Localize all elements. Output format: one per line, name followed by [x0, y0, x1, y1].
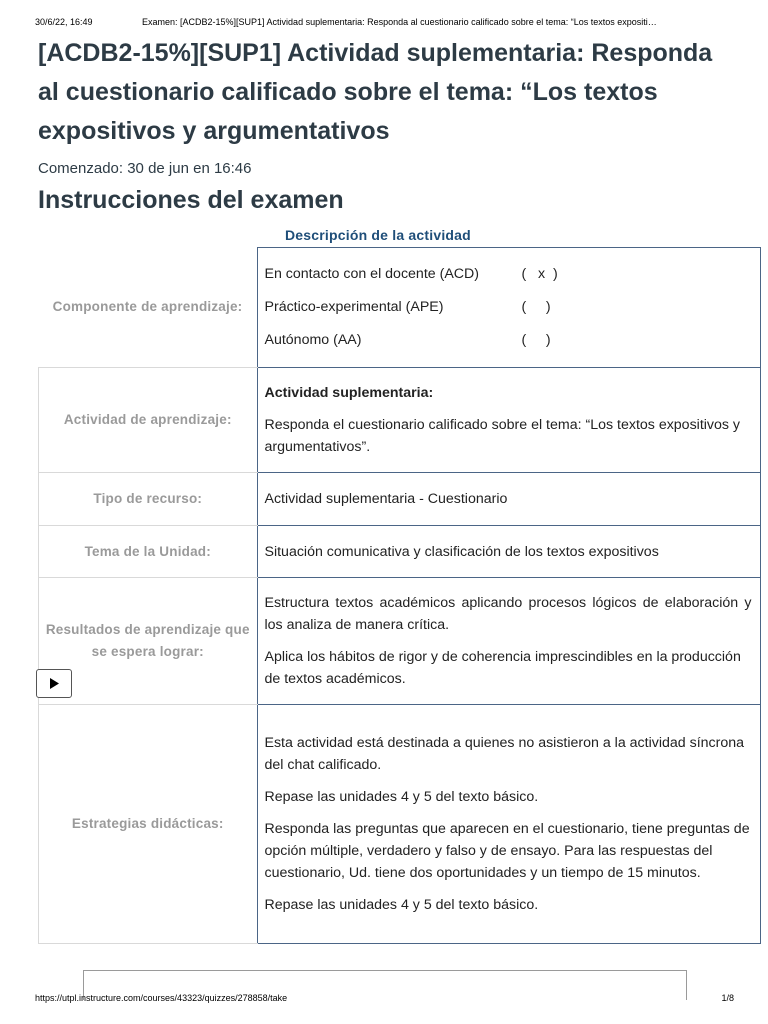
table-caption: Descripción de la actividad	[285, 227, 471, 243]
print-page-number: 1/8	[721, 993, 734, 1003]
activity-label: Actividad de aprendizaje:	[39, 368, 258, 473]
table-row	[39, 368, 761, 473]
play-button[interactable]	[36, 669, 72, 698]
resource-value: Actividad suplementaria - Cuestionario	[257, 473, 760, 526]
component-option-mark: ( )	[521, 299, 551, 315]
component-option	[265, 291, 752, 324]
unit-topic-value: Situación comunicativa y clasificación de los textos expositivos	[257, 526, 760, 578]
print-header	[0, 17, 768, 31]
strategy-item: Esta actividad está destinada a quienes no asistieron a la actividad síncrona del chat calificado.	[264, 735, 745, 773]
outcome-item: Estructura textos académicos aplicando procesos lógicos de elaboración y los analiza de manera crítica.	[264, 595, 752, 633]
table-row	[39, 578, 761, 705]
component-option-name: Práctico-experimental (APE)	[264, 299, 444, 315]
table-row	[39, 248, 761, 368]
print-url: https://utpl.instructure.com/courses/43323/quizzes/278858/take	[35, 993, 288, 1003]
component-option-mark: ( )	[521, 332, 551, 348]
component-option	[265, 258, 752, 291]
table-row	[39, 473, 761, 526]
component-option-name: En contacto con el docente (ACD)	[264, 266, 480, 282]
started-timestamp: Comenzado: 30 de jun en 16:46	[38, 160, 252, 177]
unit-topic-label: Tema de la Unidad:	[39, 526, 258, 578]
table-row	[39, 705, 761, 944]
strategy-item: Repase las unidades 4 y 5 del texto básico.	[264, 897, 539, 913]
print-timestamp: 30/6/22, 16:49	[35, 17, 93, 27]
instructions-heading: Instrucciones del examen	[38, 186, 344, 214]
outcome-item: Aplica los hábitos de rigor y de coherencia imprescindibles en la producción de textos académicos.	[264, 649, 741, 687]
print-document-title: Examen: [ACDB2-15%][SUP1] Actividad suplementaria: Responda al cuestionario calificado sobre el tema: “Los textos expositi…	[142, 17, 657, 27]
page-title: [ACDB2-15%][SUP1] Actividad suplementaria: Responda al cuestionario calificado sobre el tema: “Los textos expositivos y argumentativos	[38, 39, 713, 145]
outcomes-value	[257, 578, 760, 705]
component-option	[265, 324, 752, 357]
component-label: Componente de aprendizaje:	[39, 248, 258, 368]
resource-label: Tipo de recurso:	[39, 473, 258, 526]
strategy-item: Responda las preguntas que aparecen en el cuestionario, tiene preguntas de opción múltiple, verdadero y falso y de ensayo. Para las respuestas del cuestionario, Ud. tiene dos oportunidades y un tiempo de 15 minutos.	[264, 821, 750, 881]
activity-heading: Actividad suplementaria:	[264, 385, 434, 401]
component-option-mark: ( x )	[521, 266, 558, 282]
activity-value	[257, 368, 760, 473]
activity-text: Responda el cuestionario calificado sobre el tema: “Los textos expositivos y argumentativos”.	[264, 417, 741, 455]
strategies-label: Estrategias didácticas:	[39, 705, 258, 944]
strategy-item: Repase las unidades 4 y 5 del texto básico.	[264, 789, 539, 805]
component-option-name: Autónomo (AA)	[264, 332, 362, 348]
play-icon	[49, 678, 59, 689]
component-options	[257, 248, 760, 368]
outcomes-label: Resultados de aprendizaje que se espera lograr:	[39, 578, 258, 705]
activity-description-table	[38, 247, 761, 944]
strategies-value	[257, 705, 760, 944]
table-row	[39, 526, 761, 578]
